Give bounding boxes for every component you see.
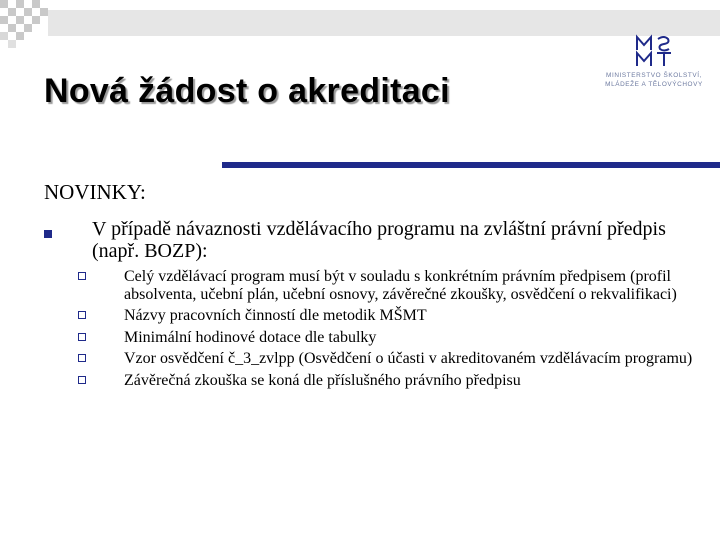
list-item [78, 372, 698, 390]
filled-square-bullet-icon [44, 230, 52, 238]
list-item-text: Vzor osvědčení č_3_zvlpp (Osvědčení o účasti v akreditovaném vzdělávacím programu) [124, 350, 693, 367]
list-item [78, 329, 698, 347]
hollow-square-bullet-icon [78, 354, 86, 362]
hollow-square-bullet-icon [78, 311, 86, 319]
list-item-text: Celý vzdělávací program musí být v souladu s konkrétním právním předpisem (profil absolventa, učební plán, učební osnovy, závěrečné zkoušky, osvědčení o rekvalifikaci) [124, 268, 677, 303]
list-item-text: Závěrečná zkouška se koná dle příslušného právního předpisu [124, 371, 521, 389]
sub-point-list [78, 268, 698, 393]
logo-text-line-2: MLÁDEŽE A TĚLOVÝCHOVY [605, 81, 703, 88]
hollow-square-bullet-icon [78, 272, 86, 280]
hollow-square-bullet-icon [78, 333, 86, 341]
main-point: V případě návaznosti vzdělávacího programu na zvláštní právní předpis (např. BOZP): [92, 218, 666, 262]
list-item-text: Názvy pracovních činností dle metodik MŠMT [124, 307, 427, 324]
ministry-logo [604, 34, 704, 96]
logo-text-line-1: MINISTERSTVO ŠKOLSTVÍ, [606, 72, 702, 79]
hollow-square-bullet-icon [78, 376, 86, 384]
msmt-logo-mark-icon [634, 34, 674, 68]
section-heading: NOVINKY: [44, 180, 146, 204]
slide-title: Nová žádost o akreditaci [44, 72, 450, 110]
list-item [78, 307, 698, 325]
title-divider [222, 162, 720, 168]
list-item [78, 268, 698, 303]
list-item-text: Minimální hodinové dotace dle tabulky [124, 328, 377, 346]
list-item [78, 350, 698, 368]
